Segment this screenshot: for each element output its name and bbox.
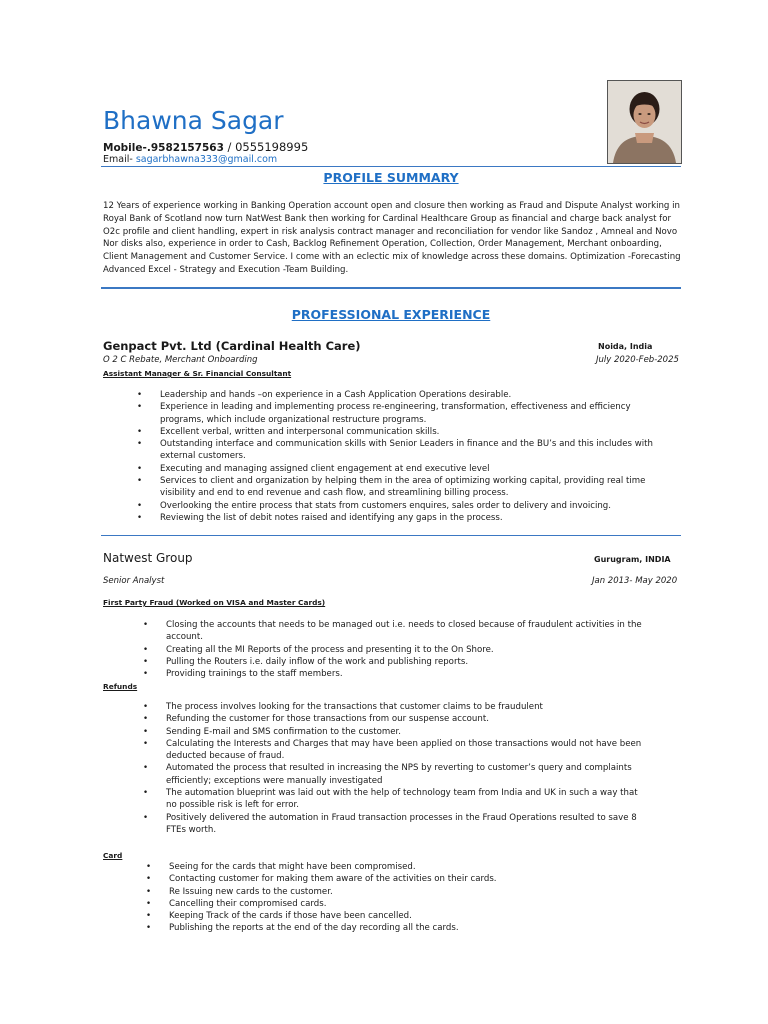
- list-item: • Executing and managing assigned client engagement at end executive level: [160, 463, 660, 475]
- list-item: • Creating all the MI Reports of the process and presenting it to the On Shore.: [166, 644, 642, 656]
- job1-bullet-list: [160, 389, 660, 524]
- job1-title: Assistant Manager & Sr. Financial Consultant: [103, 369, 292, 378]
- list-item: • Positively delivered the automation in Fraud transaction processes in the Fraud Operations resulted to save 8 FTEs worth.: [166, 812, 642, 837]
- profile-summary-text: 12 Years of experience working in Banking Operation account open and closure then working as Fraud and Dispute Analyst working in Royal Bank of Scotland now turn NatWest Bank then working for Cardinal Healthcare Group as financial and charge back analyst for O2c profile and client handling, expert in risk analysis contract manager and reconciliation for vendor like Sandoz , Amneal and Novo Nor disks also, experience in order to Cash, Backlog Refinement Operation, Collection, Order Management, Merchant onboarding, Client Management and Customer Service. I come with an eclectic mix of knowledge across these domains. Optimization -Forecasting Advanced Excel - Strategy and Execution -Team Building.: [103, 201, 681, 275]
- list-item: • Outstanding interface and communication skills with Senior Leaders in finance and the BU’s and this includes with external customers.: [160, 438, 660, 463]
- list-item: • Keeping Track of the cards if those have been cancelled.: [169, 910, 639, 922]
- job-divider: [101, 535, 681, 536]
- fraud-bullet-list: [166, 619, 642, 680]
- list-item: • The automation blueprint was laid out with the help of technology team from India and UK in such a way that no possible risk is left for error.: [166, 787, 642, 812]
- list-item: • Excellent verbal, written and interpersonal communication skills.: [160, 426, 660, 438]
- job2-role: Senior Analyst: [103, 576, 165, 586]
- card-bullet-list: [169, 861, 639, 935]
- list-item: • Contacting customer for making them aware of the activities on their cards.: [169, 873, 639, 885]
- job1-dates: July 2020-Feb-2025: [596, 355, 679, 365]
- job1-role: O 2 C Rebate, Merchant Onboarding: [103, 355, 258, 365]
- email-link[interactable]: sagarbhawna333@gmail.com: [135, 154, 278, 165]
- person-photo-icon: [608, 81, 681, 163]
- mobile-number: Mobile-.9582157563: [103, 142, 224, 154]
- mobile-alt-number: / 0555198995: [223, 140, 309, 154]
- list-item: • Services to client and organization by helping them in the area of optimizing working capital, providing real time visibility and end to end revenue and cash flow, and streamlining billing process.: [160, 475, 660, 500]
- summary-divider: [101, 287, 681, 289]
- email-label: Email-: [103, 154, 136, 165]
- professional-experience-heading: PROFESSIONAL EXPERIENCE: [291, 307, 491, 322]
- list-item: • Pulling the Routers i.e. daily inflow of the work and publishing reports.: [166, 656, 642, 668]
- mobile-line: [103, 140, 308, 154]
- list-item: • Reviewing the list of debit notes raised and identifying any gaps in the process.: [160, 512, 660, 524]
- list-item: • Cancelling their compromised cards.: [169, 898, 639, 910]
- list-item: • Automated the process that resulted in increasing the NPS by reverting to customer’s query and complaints efficiently; exceptions were manually investigated: [166, 762, 642, 787]
- list-item: • Calculating the Interests and Charges that may have been applied on those transactions would not have been deducted because of fraud.: [166, 738, 642, 763]
- job2-dates: Jan 2013- May 2020: [592, 576, 678, 586]
- list-item: • Experience in leading and implementing process re-engineering, transformation, effectiveness and efficiency programs, which include organizational restructure programs.: [160, 401, 660, 426]
- card-subheading: Card: [103, 851, 123, 860]
- candidate-name: Bhawna Sagar: [103, 106, 284, 135]
- job1-company: Genpact Pvt. Ltd (Cardinal Health Care): [103, 339, 361, 353]
- refunds-bullet-list: [166, 701, 642, 836]
- profile-summary-heading: PROFILE SUMMARY: [323, 170, 459, 185]
- list-item: • Providing trainings to the staff members.: [166, 668, 642, 680]
- job1-location: Noida, India: [598, 342, 653, 351]
- list-item: • The process involves looking for the transactions that customer claims to be fraudulent: [166, 701, 642, 713]
- list-item: • Sending E-mail and SMS confirmation to the customer.: [166, 726, 642, 738]
- list-item: • Leadership and hands –on experience in a Cash Application Operations desirable.: [160, 389, 660, 401]
- list-item: • Overlooking the entire process that stats from customers enquires, sales order to delivery and invoicing.: [160, 500, 660, 512]
- list-item: • Refunding the customer for those transactions from our suspense account.: [166, 713, 642, 725]
- list-item: • Publishing the reports at the end of the day recording all the cards.: [169, 922, 639, 934]
- list-item: • Re Issuing new cards to the customer.: [169, 886, 639, 898]
- fraud-subheading: First Party Fraud (Worked on VISA and Master Cards): [103, 598, 326, 607]
- email-line: [103, 154, 277, 165]
- job2-location: Gurugram, INDIA: [594, 555, 671, 564]
- list-item: • Seeing for the cards that might have been compromised.: [169, 861, 639, 873]
- job2-company: Natwest Group: [103, 551, 193, 565]
- refunds-subheading: Refunds: [103, 682, 138, 691]
- list-item: • Closing the accounts that needs to be managed out i.e. needs to closed because of fraudulent activities in the account.: [166, 619, 642, 644]
- profile-photo: [607, 80, 682, 164]
- header-divider: [101, 166, 681, 167]
